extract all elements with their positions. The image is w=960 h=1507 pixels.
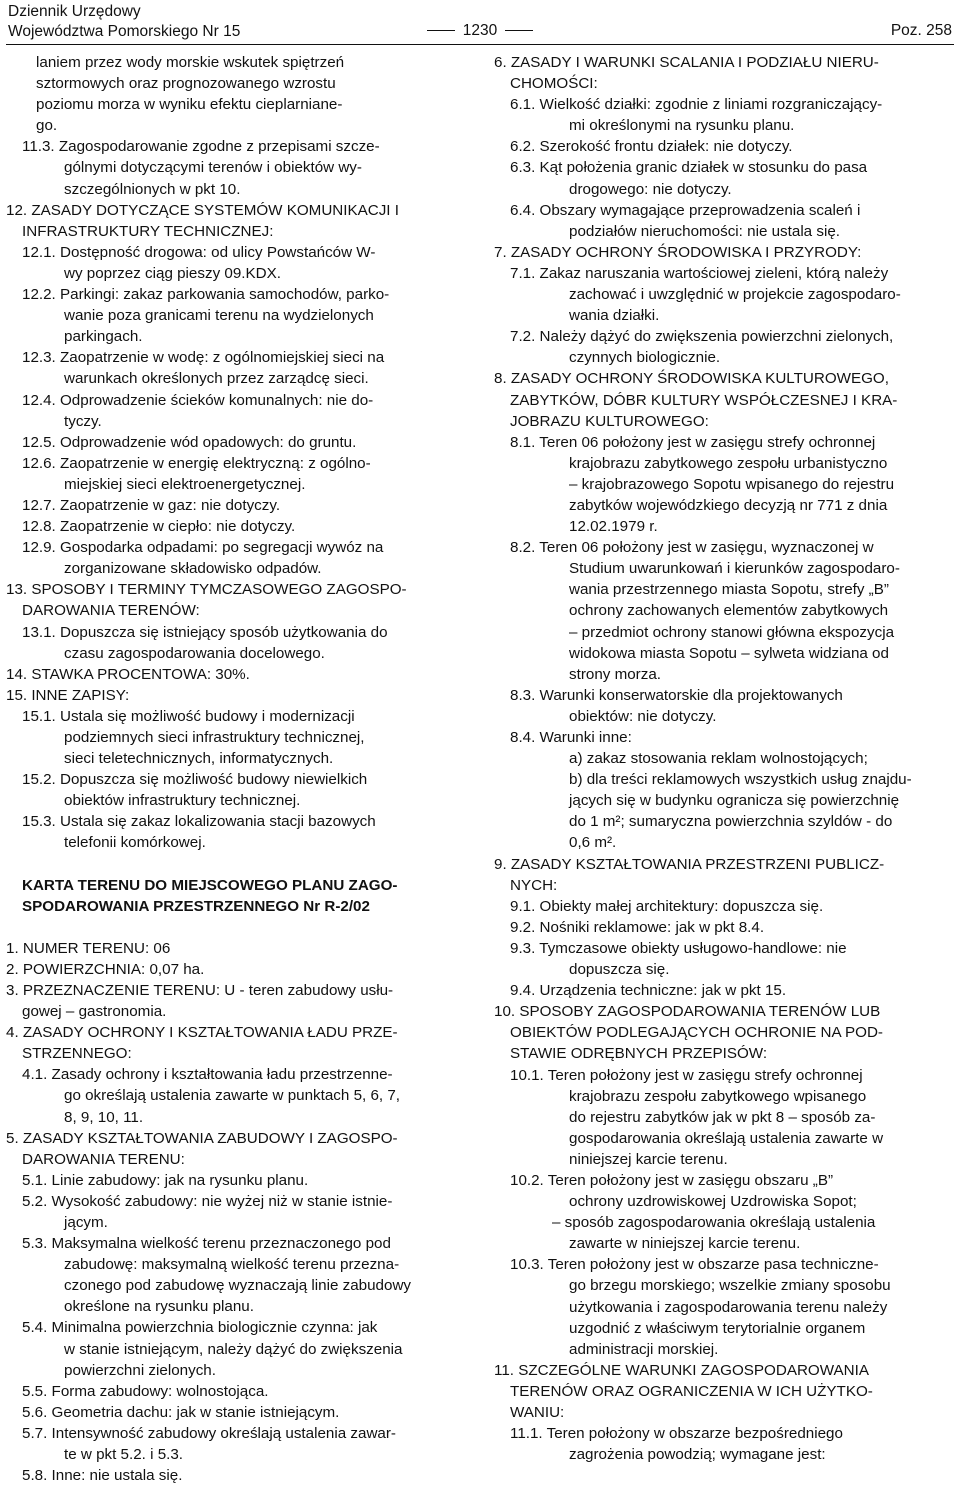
text-line: go określają ustalenia zawarte w punktach 5, 6, 7, xyxy=(64,1087,401,1105)
text-line: 14. STAWKA PROCENTOWA: 30%. xyxy=(6,665,250,683)
text-line: 11. SZCZEGÓLNE WARUNKI ZAGOSPODAROWANIA xyxy=(494,1361,869,1379)
text-line: 12.4. Odprowadzenie ścieków komunalnych: nie do- xyxy=(22,391,374,409)
text-line: 2. POWIERZCHNIA: 0,07 ha. xyxy=(6,960,205,978)
text-line: zabytków wojewódzkiego decyzją nr 771 z dnia xyxy=(569,496,888,514)
paragraph-gap xyxy=(6,917,464,938)
text-line: 4.1. Zasady ochrony i kształtowania ładu przestrzenne- xyxy=(22,1066,393,1084)
text-line: 13. SPOSOBY I TERMINY TYMCZASOWEGO ZAGOSPO- xyxy=(6,581,407,599)
text-line: OBIEKTÓW PODLEGAJĄCYCH OCHRONIE NA POD- xyxy=(510,1024,883,1042)
text-line: zachować i uwzględnić w projekcie zagospodaro- xyxy=(569,286,901,304)
text-line: niniejszej karcie terenu. xyxy=(569,1150,728,1168)
text-line: 5. ZASADY KSZTAŁTOWANIA ZABUDOWY I ZAGOSPO- xyxy=(6,1129,398,1147)
text-line: 6.1. Wielkość działki: zgodnie z liniami rozgraniczający- xyxy=(510,96,883,114)
text-line: podziemnych sieci infrastruktury technicznej, xyxy=(64,729,365,746)
text-line: ochrony uzdrowiskowej Uzdrowiska Sopot; xyxy=(569,1193,857,1211)
text-line: 7.1. Zakaz naruszania wartościowej zieleni, którą należy xyxy=(510,264,889,282)
text-line: STRZENNEGO: xyxy=(22,1045,132,1063)
text-line: 0,6 m². xyxy=(569,834,617,852)
text-line: 12.9. Gospodarka odpadami: po segregacji wywóz na xyxy=(22,539,384,557)
text-line: 5.5. Forma zabudowy: wolnostojąca. xyxy=(22,1382,269,1400)
text-line: 5.8. Inne: nie ustala się. xyxy=(22,1467,183,1485)
text-line: 12.8. Zaopatrzenie w ciepło: nie dotyczy. xyxy=(22,518,296,536)
text-line: 15.3. Ustala się zakaz lokalizowania stacji bazowych xyxy=(22,813,376,831)
text-line: strony morza. xyxy=(569,665,661,683)
text-line: NYCH: xyxy=(510,876,558,894)
text-line: JOBRAZU KULTUROWEGO: xyxy=(510,412,709,430)
text-line: gowej – gastronomia. xyxy=(22,1003,167,1021)
text-line: – krajobrazowego Sopotu wpisanego do rejestru xyxy=(569,475,895,493)
text-line: powierzchni zielonych. xyxy=(64,1361,216,1379)
text-line: 8.4. Warunki inne: xyxy=(510,729,632,746)
text-line: 15.2. Dopuszcza się możliwość budowy niewielkich xyxy=(22,771,368,789)
text-line: szczególnionych w pkt 10. xyxy=(64,180,241,198)
text-line: krajobrazu zabytkowego zespołu urbanistyczno xyxy=(569,454,888,472)
section-heading-line: KARTA TERENU DO MIEJSCOWEGO PLANU ZAGO- xyxy=(22,876,398,894)
text-line: 10.1. Teren położony jest w zasięgu strefy ochronnej xyxy=(510,1066,863,1084)
text-line: te w pkt 5.2. i 5.3. xyxy=(64,1446,184,1463)
text-line: 7.2. Należy dążyć do zwiększenia powierzchni zielonych, xyxy=(510,328,894,346)
text-line: 12.1. Dostępność drogowa: od ulicy Powstańców W- xyxy=(22,243,376,261)
text-line: 12.6. Zaopatrzenie w energię elektryczną: z ogólno- xyxy=(22,454,371,472)
text-line: czonego pod zabudowę wyznaczają linie zabudowy xyxy=(64,1277,412,1295)
text-line: 15. INNE ZAPISY: xyxy=(6,686,130,704)
text-line: 8.2. Teren 06 położony jest w zasięgu, wyznaczonej w xyxy=(510,539,874,557)
text-line: 6.2. Szerokość frontu działek: nie dotyczy. xyxy=(510,138,793,156)
text-line: zawarte w niniejszej karcie terenu. xyxy=(569,1235,801,1253)
text-line: go brzegu morskiego; wszelkie zmiany sposobu xyxy=(569,1277,891,1295)
text-line: 8, 9, 10, 11. xyxy=(64,1108,144,1126)
text-line: Studium uwarunkowań i kierunków zagospodaro- xyxy=(569,560,900,578)
text-line: czynnych biologicznie. xyxy=(569,349,721,367)
text-line: 3. PRZEZNACZENIE TERENU: U - teren zabudowy usłu- xyxy=(6,981,394,999)
text-line: go. xyxy=(36,117,58,135)
text-line: laniem przez wody morskie wskutek spiętrzeń xyxy=(36,54,345,71)
page-number: 1230 xyxy=(0,22,960,40)
text-line: 10. SPOSOBY ZAGOSPODAROWANIA TERENÓW LUB xyxy=(494,1003,881,1021)
text-line: wanie poza granicami terenu na wydzielonych xyxy=(64,307,374,325)
text-line: do rejestru zabytków jak w pkt 8 – sposób za- xyxy=(569,1108,876,1126)
text-line: sieci teletechnicznych, informatycznych. xyxy=(64,750,334,768)
text-line: krajobrazu zespołu zabytkowego wpisanego xyxy=(569,1087,867,1105)
text-line: wania przestrzennego miasta Sopotu, strefy „B” xyxy=(569,581,889,599)
text-line: parkingach. xyxy=(64,328,143,346)
text-line: 5.1. Linie zabudowy: jak na rysunku planu. xyxy=(22,1171,309,1189)
left-column xyxy=(6,52,464,1486)
text-line: gólnymi dotyczącymi terenów i obiektów wy- xyxy=(64,159,362,177)
text-line: a) zakaz stosowania reklam wolnostojących; xyxy=(569,750,868,768)
text-line: 10.3. Teren położony jest w obszarze pasa techniczne- xyxy=(510,1256,879,1274)
text-line: gospodarowania określają ustalenia zawarte w xyxy=(569,1129,884,1147)
text-line: STAWIE ODRĘBNYCH PRZEPISÓW: xyxy=(510,1045,768,1063)
text-line: 5.3. Maksymalna wielkość terenu przeznaczonego pod xyxy=(22,1235,391,1253)
text-line: ochrony zachowanych elementów zabytkowych xyxy=(569,602,889,620)
text-line: dopuszcza się. xyxy=(569,961,670,979)
text-line: 6. ZASADY I WARUNKI SCALANIA I PODZIAŁU NIERU- xyxy=(494,54,879,71)
text-line: b) dla treści reklamowych wszystkich usług znajdu- xyxy=(569,771,912,789)
text-line: czasu zagospodarowania docelowego. xyxy=(64,644,325,662)
text-line: 11.1. Teren położony w obszarze bezpośredniego xyxy=(510,1425,843,1443)
text-line: podziałów nieruchomości: nie ustala się. xyxy=(569,222,840,240)
text-line: – przedmiot ochrony stanowi główna ekspozycja xyxy=(569,623,895,641)
header-divider xyxy=(6,44,954,45)
section-heading-line: SPODAROWANIA PRZESTRZENNEGO Nr R-2/02 xyxy=(22,897,370,915)
text-line: ZABYTKÓW, DÓBR KULTURY WSPÓŁCZESNEJ I KRA- xyxy=(510,391,898,409)
text-line: 4. ZASADY OCHRONY I KSZTAŁTOWANIA ŁADU PRZE- xyxy=(6,1024,398,1042)
text-line: INFRASTRUKTURY TECHNICZNEJ: xyxy=(22,222,274,240)
text-line: – sposób zagospodarowania określają ustalenia xyxy=(552,1214,876,1232)
text-line: 9.2. Nośniki reklamowe: jak w pkt 8.4. xyxy=(510,918,765,936)
text-line: sztormowych oraz prognozowanego wzrostu xyxy=(36,75,336,93)
journal-subtitle: Województwa Pomorskiego Nr 15 xyxy=(8,23,241,40)
text-line: 9.1. Obiekty małej architektury: dopuszcza się. xyxy=(510,897,824,915)
text-line: 5.7. Intensywność zabudowy określają ustalenia zawar- xyxy=(22,1424,396,1442)
text-line: telefonii komórkowej. xyxy=(64,834,206,852)
text-line: użytkowania i zagospodarowania terenu należy xyxy=(569,1298,888,1316)
position-number: Poz. 258 xyxy=(890,22,952,39)
text-line: DAROWANIA TERENÓW: xyxy=(22,602,200,620)
text-line: mi określonymi na rysunku planu. xyxy=(569,117,795,135)
text-line: 9.4. Urządzenia techniczne: jak w pkt 15. xyxy=(510,982,787,1000)
text-line: do 1 m²; sumaryczna powierzchnia szyldów - do xyxy=(569,813,893,831)
text-line: widokowa miasta Sopotu – sylweta widziana od xyxy=(569,644,889,662)
text-line: jących się w budynku ogranicza się powierzchnię xyxy=(569,792,900,810)
text-line: 8.1. Teren 06 położony jest w zasięgu strefy ochronnej xyxy=(510,433,876,451)
text-line: 11.3. Zagospodarowanie zgodne z przepisami szcze- xyxy=(22,138,380,156)
text-line: zagrożenia powodzią; wymagane jest: xyxy=(569,1446,826,1464)
text-line: 12.3. Zaopatrzenie w wodę: z ogólnomiejskiej sieci na xyxy=(22,349,385,367)
right-column xyxy=(494,52,954,1465)
text-line: 6.4. Obszary wymagające przeprowadzenia scaleń i xyxy=(510,201,861,219)
text-line: 1. NUMER TERENU: 06 xyxy=(6,939,171,957)
text-line: zabudowę: maksymalną wielkość terenu przezna- xyxy=(64,1256,400,1274)
text-line: jącym. xyxy=(64,1213,108,1231)
journal-title: Dziennik Urzędowy xyxy=(8,3,141,20)
text-line: CHOMOŚCI: xyxy=(510,75,598,93)
text-line: administracji morskiej. xyxy=(569,1340,719,1358)
text-line: w stanie istniejącym, należy dążyć do zwiększenia xyxy=(64,1340,403,1358)
text-line: 12.7. Zaopatrzenie w gaz: nie dotyczy. xyxy=(22,496,281,514)
text-line: poziomu morza w wyniku efektu cieplarniane- xyxy=(36,96,343,114)
text-line: TERENÓW ORAZ OGRANICZENIA W ICH UŻYTKO- xyxy=(510,1382,873,1400)
text-line: drogowego: nie dotyczy. xyxy=(569,180,732,198)
text-line: 12. ZASADY DOTYCZĄCE SYSTEMÓW KOMUNIKACJI I xyxy=(6,201,399,219)
text-line: DAROWANIA TERENU: xyxy=(22,1150,185,1168)
text-line: miejskiej sieci elektroenergetycznej. xyxy=(64,475,306,493)
text-line: WANIU: xyxy=(510,1404,565,1421)
text-line: obiektów infrastruktury technicznej. xyxy=(64,792,301,810)
text-line: 13.1. Dopuszcza się istniejący sposób użytkowania do xyxy=(22,623,388,641)
text-line: 5.2. Wysokość zabudowy: nie wyżej niż w stanie istnie- xyxy=(22,1192,393,1210)
text-line: 5.4. Minimalna powierzchnia biologicznie czynna: jak xyxy=(22,1319,378,1337)
text-line: 8.3. Warunki konserwatorskie dla projektowanych xyxy=(510,686,843,704)
text-line: 15.1. Ustala się możliwość budowy i modernizacji xyxy=(22,707,355,725)
text-line: 12.02.1979 r. xyxy=(569,518,658,536)
text-line: 5.6. Geometria dachu: jak w stanie istniejącym. xyxy=(22,1403,340,1421)
text-line: wania działki. xyxy=(569,307,660,325)
text-line: 12.2. Parkingi: zakaz parkowania samochodów, parko- xyxy=(22,286,390,304)
text-line: 8. ZASADY OCHRONY ŚRODOWISKA KULTUROWEGO, xyxy=(494,370,889,388)
text-line: obiektów: nie dotyczy. xyxy=(569,707,717,725)
text-line: 7. ZASADY OCHRONY ŚRODOWISKA I PRZYRODY: xyxy=(494,243,862,261)
text-line: wy poprzez ciąg pieszy 09.KDX. xyxy=(64,264,281,282)
text-line: 12.5. Odprowadzenie wód opadowych: do gruntu. xyxy=(22,433,357,451)
text-line: 6.3. Kąt położenia granic działek w stosunku do pasa xyxy=(510,159,868,177)
text-line: zorganizowane składowisko odpadów. xyxy=(64,560,322,578)
text-line: 10.2. Teren położony jest w zasięgu obszaru „B” xyxy=(510,1171,834,1189)
text-line: 9.3. Tymczasowe obiekty usługowo-handlowe: nie xyxy=(510,939,847,957)
text-line: warunkach określonych przez zarządcę sieci. xyxy=(64,370,369,388)
text-line: uzgodnić z właściwym terytorialnie organem xyxy=(569,1319,866,1337)
text-line: 9. ZASADY KSZTAŁTOWANIA PRZESTRZENI PUBLICZ- xyxy=(494,855,885,873)
paragraph-gap xyxy=(6,854,464,875)
text-line: tyczy. xyxy=(64,412,102,430)
text-line: określone na rysunku planu. xyxy=(64,1298,254,1316)
